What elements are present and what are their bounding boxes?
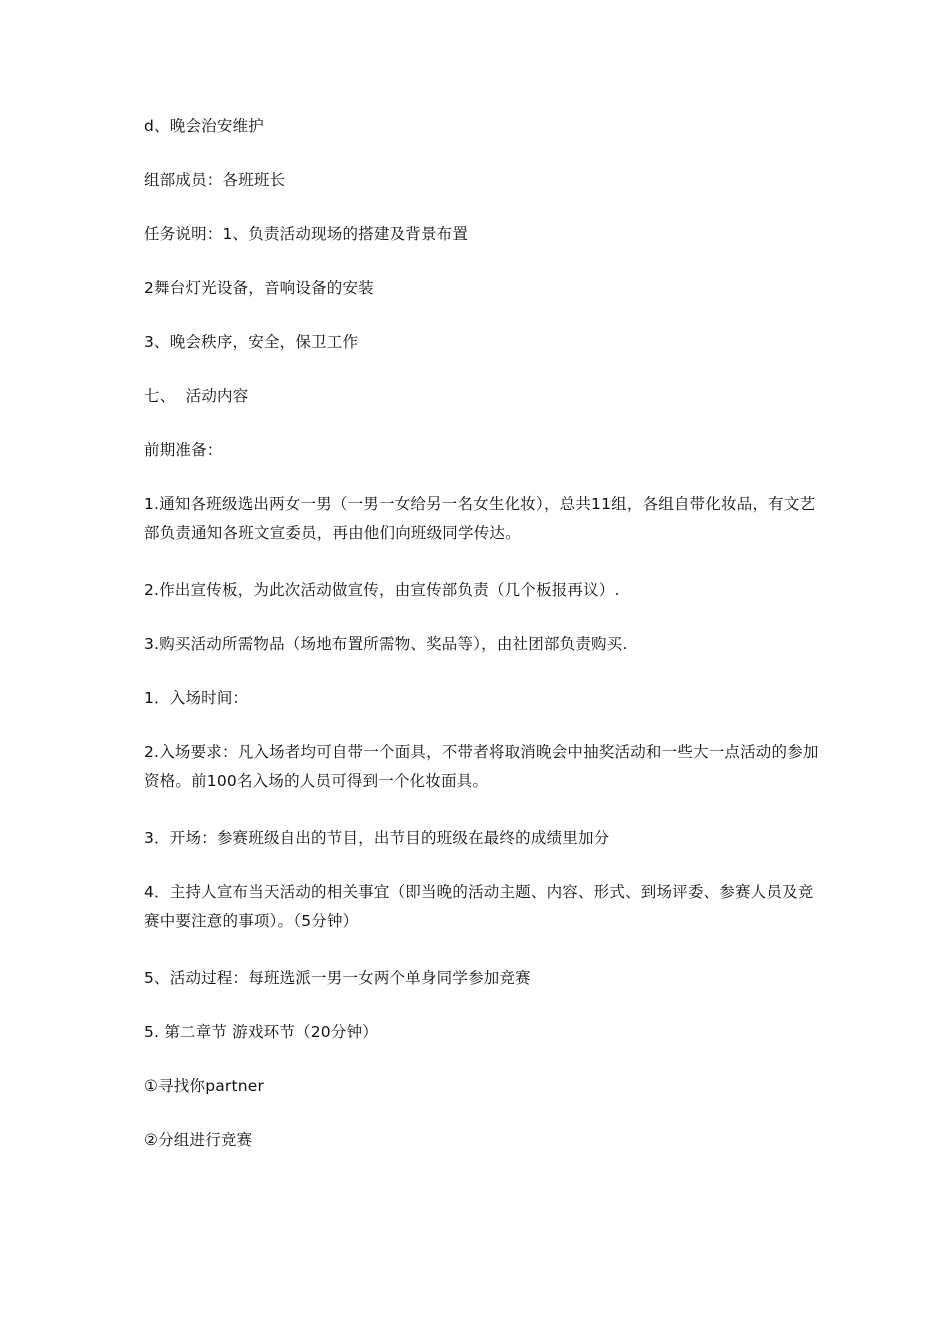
paragraph-activity-process: 5、活动过程：每班选派一男一女两个单身同学参加竞赛	[144, 969, 531, 987]
paragraph-entry-requirements: 2.入场要求：凡入场者均可自带一个面具，不带者将取消晚会中抽奖活动和一些大一点活动的参加资格。前100名入场的人员可得到一个化妆面具。	[144, 743, 819, 790]
paragraph-preparation: 前期准备：	[144, 441, 223, 459]
paragraph-order-safety: 3、晚会秩序，安全，保卫工作	[144, 333, 359, 351]
paragraph-group-competition: ②分组进行竞赛	[144, 1131, 253, 1149]
paragraph-purchase: 3.购买活动所需物品（场地布置所需物、奖品等），由社团部负责购买.	[144, 635, 628, 653]
paragraph-notify-classes: 1.通知各班级选出两女一男（一男一女给另一名女生化妆），总共11组，各组自带化妆品，有文艺部负责通知各班文宣委员，再由他们向班级同学传达。	[144, 495, 816, 542]
paragraph-find-partner: ①寻找你partner	[144, 1077, 265, 1095]
paragraph-entry-time: 1．入场时间：	[144, 689, 249, 707]
paragraph-security: d、晚会治安维护	[144, 117, 264, 135]
section-heading-activity-content: 七、 活动内容	[144, 387, 249, 405]
paragraph-opening: 3．开场：参赛班级自出的节目，出节目的班级在最终的成绩里加分	[144, 829, 610, 847]
paragraph-task-description: 任务说明：1、负责活动现场的搭建及背景布置	[144, 225, 469, 243]
paragraph-host-announcement: 4．主持人宣布当天活动的相关事宜（即当晚的活动主题、内容、形式、到场评委、参赛人员及竞赛中要注意的事项）。（5分钟）	[144, 883, 814, 930]
paragraph-publicity-board: 2.作出宣传板，为此次活动做宣传，由宣传部负责（几个板报再议）.	[144, 581, 620, 599]
paragraph-game-section: 5. 第二章节 游戏环节（20分钟）	[144, 1023, 378, 1041]
paragraph-stage-equipment: 2舞台灯光设备，音响设备的安装	[144, 279, 374, 297]
paragraph-group-members: 组部成员：各班班长	[144, 171, 286, 189]
